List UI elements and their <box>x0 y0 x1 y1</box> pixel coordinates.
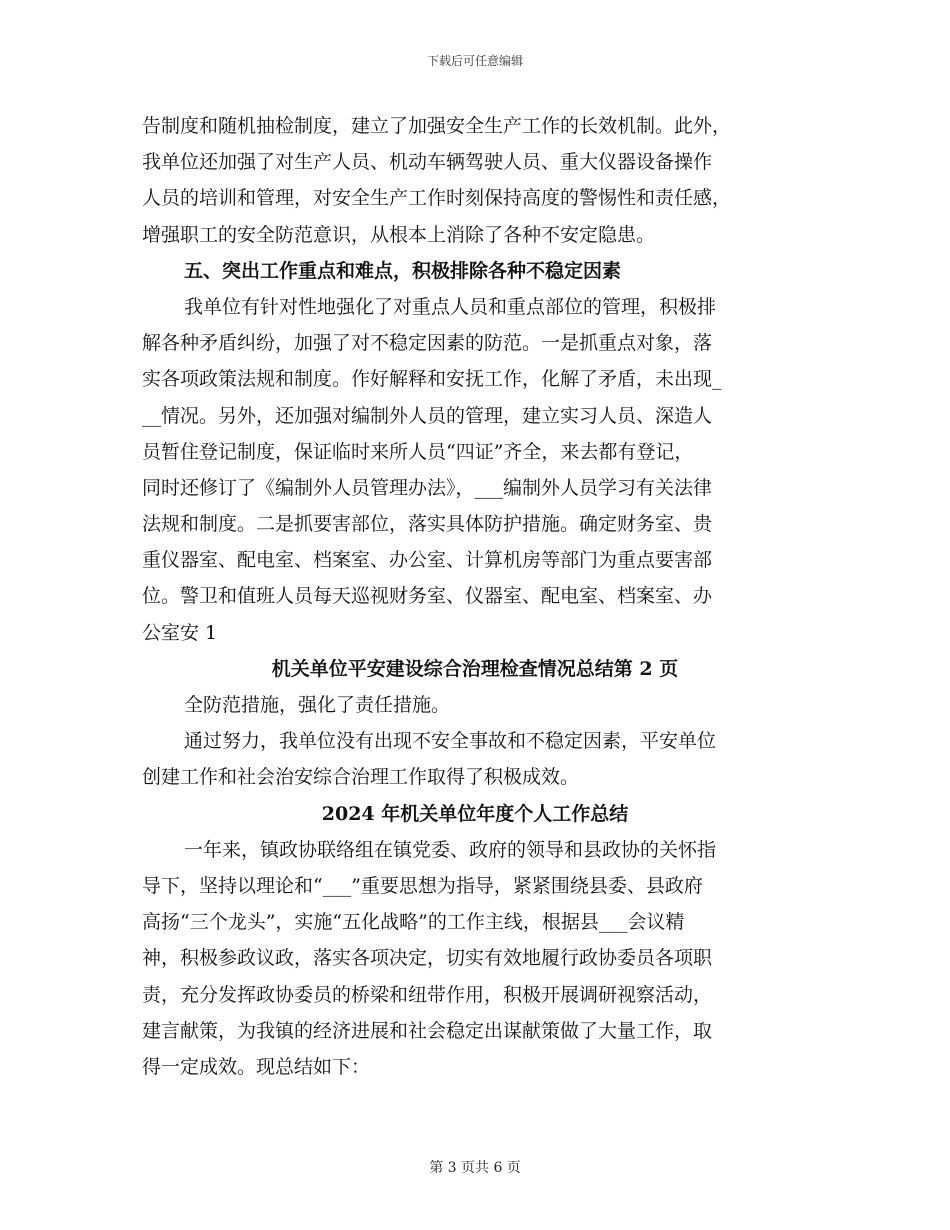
body-line: 责，充分发挥政协委员的桥梁和纽带作用，积极开展调研视察活动， <box>142 983 713 1006</box>
body-line: 得一定成效。现总结如下： <box>142 1055 371 1078</box>
body-line: 解各种矛盾纠纷，加强了对不稳定因素的防范。一是抓重点对象，落 <box>142 332 713 355</box>
body-line: __情况。另外，还加强对编制外人员的管理，建立实习人员、深造人 <box>142 404 713 427</box>
page-footer: 第 3 页共 6 页 <box>429 1160 521 1176</box>
document-title: 2024 年机关单位年度个人工作总结 <box>321 802 629 825</box>
body-line: 创建工作和社会治安综合治理工作取得了积极成效。 <box>142 766 580 789</box>
body-line: 高扬“三个龙头”，实施“五化战略”的工作主线，根据县___会议精 <box>142 911 685 934</box>
body-line: 我单位有针对性地强化了对重点人员和重点部位的管理，积极排 <box>184 295 717 318</box>
body-line: 位。警卫和值班人员每天巡视财务室、仪器室、配电室、档案室、办 <box>142 585 713 608</box>
body-line: 神，积极参政议政，落实各项决定，切实有效地履行政协委员各项职 <box>142 947 713 970</box>
body-line: 全防范措施，强化了责任措施。 <box>184 694 451 716</box>
page-header: 下载后可任意编辑 <box>426 54 523 68</box>
body-line: 导下，坚持以理论和“___”重要思想为指导，紧紧围绕县委、县政府 <box>142 874 703 897</box>
body-line: 通过努力，我单位没有出现不安全事故和不稳定因素，平安单位 <box>184 730 717 753</box>
body-line: 公室安 1 <box>142 621 218 644</box>
body-line: 告制度和随机抽检制度，建立了加强安全生产工作的长效机制。此外， <box>142 115 732 137</box>
body-line: 增强职工的安全防范意识，从根本上消除了各种不安定隐患。 <box>142 223 656 246</box>
body-line: 我单位还加强了对生产人员、机动车辆驾驶人员、重大仪器设备操作 <box>142 151 713 174</box>
body-line: 一年来，镇政协联络组在镇党委、政府的领导和县政协的关怀指 <box>184 838 717 861</box>
section-heading: 五、突出工作重点和难点，积极排除各种不稳定因素 <box>184 259 622 282</box>
document-body <box>142 108 808 1085</box>
body-line: 重仪器室、配电室、档案室、办公室、计算机房等部门为重点要害部 <box>142 549 713 572</box>
body-line: 同时还修订了《编制外人员管理办法》，___编制外人员学习有关法律 <box>142 476 713 499</box>
body-line: 员暂住登记制度，保证临时来所人员“四证”齐全，来去都有登记， <box>142 440 694 463</box>
body-line: 建言献策，为我镇的经济进展和社会稳定出谋献策做了大量工作，取 <box>142 1019 713 1042</box>
body-line: 法规和制度。二是抓要害部位，落实具体防护措施。确定财务室、贵 <box>142 513 713 536</box>
body-line: 实各项政策法规和制度。作好解释和安抚工作，化解了矛盾，未出现_ <box>142 368 722 391</box>
body-line: 人员的培训和管理，对安全生产工作时刻保持高度的警惕性和责任感， <box>142 187 732 210</box>
document-title: 机关单位平安建设综合治理检查情况总结第 2 页 <box>271 657 679 680</box>
